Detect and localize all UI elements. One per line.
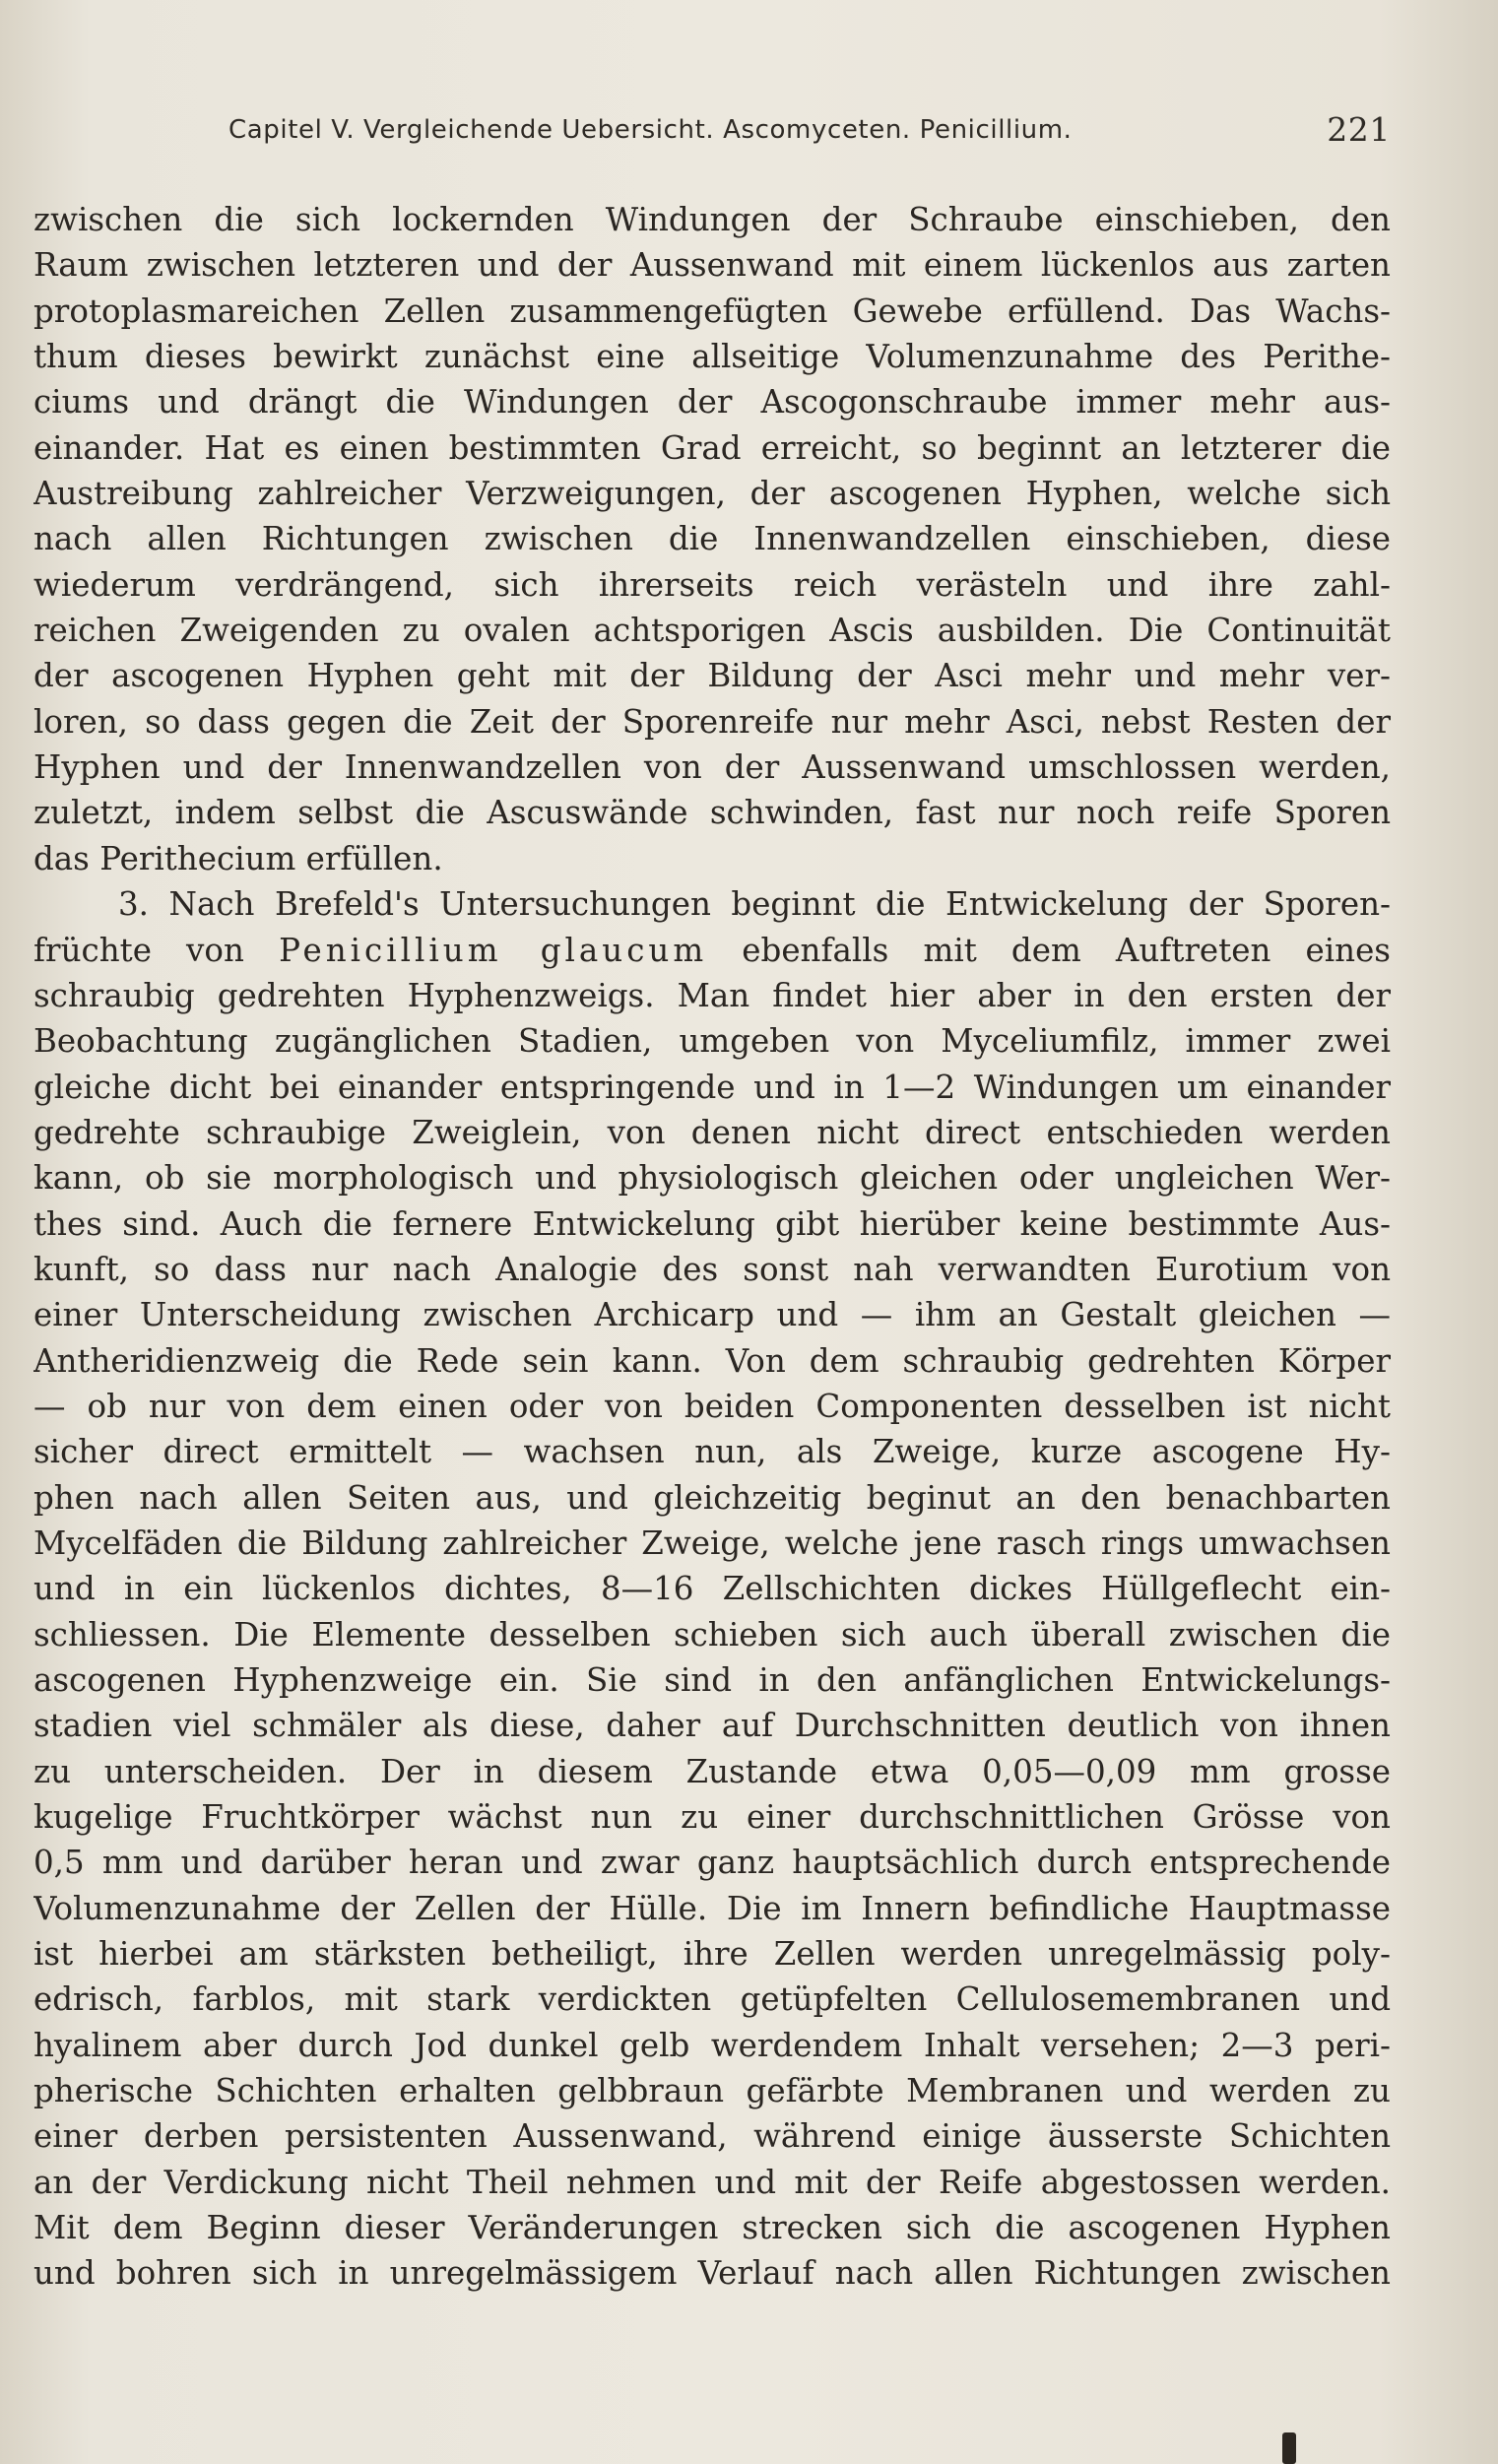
text-line: einer Unterscheidung zwischen Archicarp und — ihm an Gestalt gleichen — bbox=[33, 1296, 1391, 1334]
text-line: pherische Schichten erhalten gelbbraun gefärbte Membranen und werden zu bbox=[33, 2072, 1391, 2110]
text-line: gleiche dicht bei einander entspringende und in 1—2 Windungen um einander bbox=[33, 1068, 1391, 1106]
text-line: protoplasmareichen Zellen zusammengefügten Gewebe erfüllend. Das Wachs- bbox=[33, 292, 1391, 330]
text-line: einander. Hat es einen bestimmten Grad erreicht, so beginnt an letzterer die bbox=[33, 428, 1391, 467]
text-line: einer derben persistenten Aussenwand, während einige äusserste Schichten bbox=[33, 2117, 1391, 2156]
text-line: Austreibung zahlreicher Verzweigungen, der ascogenen Hyphen, welche sich bbox=[33, 475, 1391, 513]
text-line: Hyphen und der Innenwandzellen von der Aussenwand umschlossen werden, bbox=[33, 748, 1391, 787]
text-line: Volumenzunahme der Zellen der Hülle. Die im Innern befindliche Hauptmasse bbox=[33, 1889, 1391, 1927]
paragraph-start-line: 3. Nach Brefeld's Untersuchungen beginnt die Entwickelung der Sporen- bbox=[118, 885, 1391, 924]
page-header bbox=[228, 106, 1391, 154]
text-line: schraubig gedrehten Hyphenzweigs. Man findet hier aber in den ersten der bbox=[33, 976, 1391, 1014]
text-line: loren, so dass gegen die Zeit der Sporenreife nur mehr Asci, nebst Resten der bbox=[33, 702, 1391, 741]
text-line: ascogenen Hyphenzweige ein. Sie sind in den anfänglichen Entwickelungs- bbox=[33, 1661, 1391, 1699]
text-line: reichen Zweigenden zu ovalen achtsporigen Ascis ausbilden. Die Continuität bbox=[33, 612, 1391, 650]
text-line: ciums und drängt die Windungen der Ascogonschraube immer mehr aus- bbox=[33, 383, 1391, 421]
text-line-with-species-name bbox=[33, 928, 1391, 973]
text-line: zuletzt, indem selbst die Ascuswände schwinden, fast nur noch reife Sporen bbox=[33, 794, 1391, 832]
text-line: thes sind. Auch die fernere Entwickelung gibt hierüber keine bestimmte Aus- bbox=[33, 1204, 1391, 1243]
text-line: hyalinem aber durch Jod dunkel gelb werdendem Inhalt versehen; 2—3 peri- bbox=[33, 2026, 1391, 2064]
text-line: Mycelfäden die Bildung zahlreicher Zweige, welche jene rasch rings umwachsen bbox=[33, 1524, 1391, 1562]
text-line: nach allen Richtungen zwischen die Innenwandzellen einschieben, diese bbox=[33, 520, 1391, 558]
text-line: kann, ob sie morphologisch und physiologisch gleichen oder ungleichen Wer- bbox=[33, 1159, 1391, 1198]
text-line: der ascogenen Hyphen geht mit der Bildung der Asci mehr und mehr ver- bbox=[33, 657, 1391, 695]
text-line: schliessen. Die Elemente desselben schieben sich auch überall zwischen die bbox=[33, 1615, 1391, 1653]
text-line: phen nach allen Seiten aus, und gleichzeitig beginut an den benachbarten bbox=[33, 1478, 1391, 1517]
text-line: und bohren sich in unregelmässigem Verlauf nach allen Richtungen zwischen bbox=[33, 2254, 1391, 2293]
text-line: zwischen die sich lockernden Windungen der Schraube einschieben, den bbox=[33, 201, 1391, 238]
text-line: an der Verdickung nicht Theil nehmen und mit der Reife abgestossen werden. bbox=[33, 2163, 1391, 2201]
text-line: stadien viel schmäler als diese, daher auf Durchschnitten deutlich von ihnen bbox=[33, 1707, 1391, 1745]
text-line: kugelige Fruchtkörper wächst nun zu einer durchschnittlichen Grösse von bbox=[33, 1798, 1391, 1837]
text-line: gedrehte schraubige Zweiglein, von denen nicht direct entschieden werden bbox=[33, 1113, 1391, 1151]
line-text-after: ebenfalls mit dem Auftreten eines bbox=[707, 931, 1391, 969]
page-edge-mark bbox=[1282, 2432, 1296, 2464]
text-line: — ob nur von dem einen oder von beiden Componenten desselben ist nicht bbox=[33, 1387, 1391, 1425]
text-line: ist hierbei am stärksten betheiligt, ihre Zellen werden unregelmässig poly- bbox=[33, 1935, 1391, 1974]
text-line: kunft, so dass nur nach Analogie des sonst nah verwandten Eurotium von bbox=[33, 1250, 1391, 1288]
species-name-spaced: Penicillium glaucum bbox=[279, 931, 708, 969]
text-line: Beobachtung zugänglichen Stadien, umgeben von Myceliumfilz, immer zwei bbox=[33, 1022, 1391, 1061]
line-text-before: früchte von bbox=[33, 931, 280, 969]
text-line: Antheridienzweig die Rede sein kann. Von dem schraubig gedrehten Körper bbox=[33, 1341, 1391, 1380]
text-line: zu unterscheiden. Der in diesem Zustande etwa 0,05—0,09 mm grosse bbox=[33, 1752, 1391, 1790]
text-line: Mit dem Beginn dieser Veränderungen strecken sich die ascogenen Hyphen bbox=[33, 2209, 1391, 2247]
text-line: thum dieses bewirkt zunächst eine allseitige Volumenzunahme des Perithe- bbox=[33, 338, 1391, 376]
body-text bbox=[33, 197, 1391, 2297]
running-title: Capitel V. Vergleichende Uebersicht. Ascomyceten. Penicillium. bbox=[228, 115, 1073, 145]
text-line: Raum zwischen letzteren und der Aussenwand mit einem lückenlos aus zarten bbox=[33, 246, 1391, 285]
paragraph-end-line: das Perithecium erfüllen. bbox=[33, 839, 443, 877]
text-line: wiederum verdrängend, sich ihrerseits reich verästeln und ihre zahl- bbox=[33, 565, 1391, 604]
text-line: edrisch, farblos, mit stark verdickten getüpfelten Cellulosemembranen und bbox=[33, 1980, 1391, 2019]
text-line: sicher direct ermittelt — wachsen nun, als Zweige, kurze ascogene Hy- bbox=[33, 1433, 1391, 1471]
page-number: 221 bbox=[1327, 110, 1391, 149]
text-line: und in ein lückenlos dichtes, 8—16 Zellschichten dickes Hüllgeflecht ein- bbox=[33, 1570, 1391, 1608]
text-line: 0,5 mm und darüber heran und zwar ganz hauptsächlich durch entsprechende bbox=[33, 1844, 1391, 1882]
